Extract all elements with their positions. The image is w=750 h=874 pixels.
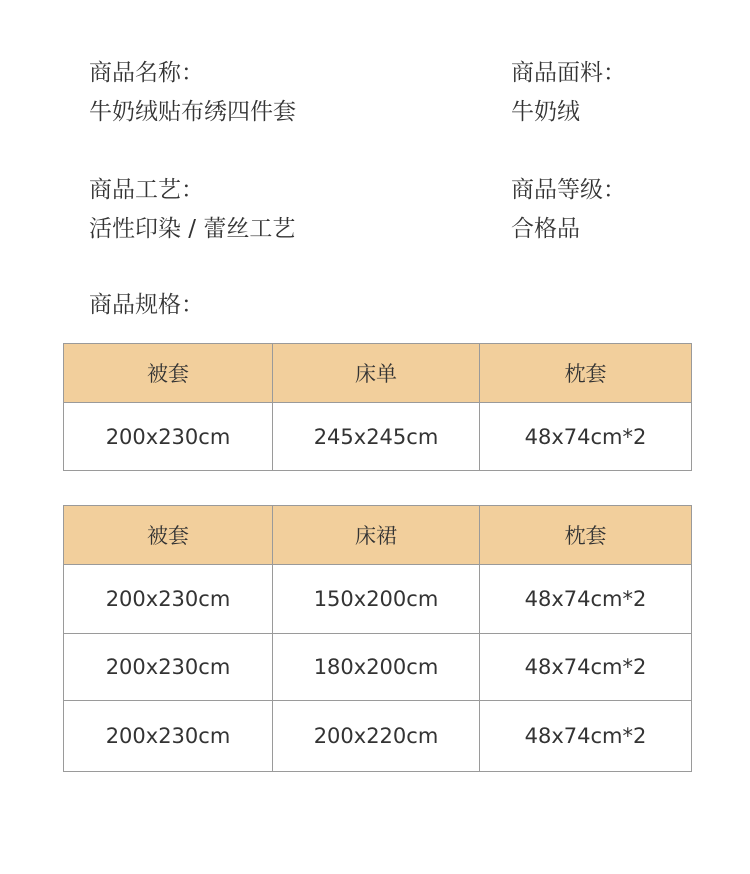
table-cell: 48x74cm*2 xyxy=(480,634,692,701)
table-header-row xyxy=(64,506,692,565)
table-cell: 48x74cm*2 xyxy=(480,701,692,772)
table-cell: 200x230cm xyxy=(64,634,273,701)
header-cell-duvet-cover: 被套 xyxy=(64,344,273,403)
product-grade-label: 商品等级： xyxy=(511,177,626,203)
product-name-label: 商品名称： xyxy=(89,60,204,86)
table-header-row xyxy=(64,344,692,403)
table-row xyxy=(64,565,692,634)
table-row xyxy=(64,634,692,701)
table-cell: 150x200cm xyxy=(273,565,480,634)
product-grade-block xyxy=(511,175,626,244)
table-cell: 48x74cm*2 xyxy=(480,565,692,634)
header-cell-pillowcase: 枕套 xyxy=(480,506,692,565)
header-cell-bedskirt: 床裙 xyxy=(273,506,480,565)
product-craft-value: 活性印染 / 蕾丝工艺 xyxy=(89,216,296,242)
product-name-block xyxy=(89,58,296,127)
product-fabric-value: 牛奶绒 xyxy=(511,99,580,125)
table-cell: 48x74cm*2 xyxy=(480,403,692,471)
product-craft-label: 商品工艺： xyxy=(89,177,204,203)
spec-table-bedsheet xyxy=(63,343,692,471)
product-spec-label: 商品规格： xyxy=(89,292,204,318)
table-cell: 200x220cm xyxy=(273,701,480,772)
table-row xyxy=(64,701,692,772)
product-grade-value: 合格品 xyxy=(511,216,580,242)
header-cell-duvet-cover: 被套 xyxy=(64,506,273,565)
product-fabric-label: 商品面料： xyxy=(511,60,626,86)
table-row xyxy=(64,403,692,471)
header-cell-pillowcase: 枕套 xyxy=(480,344,692,403)
table-cell: 200x230cm xyxy=(64,701,273,772)
table-cell: 200x230cm xyxy=(64,565,273,634)
header-cell-bedsheet: 床单 xyxy=(273,344,480,403)
spec-table-bedskirt xyxy=(63,505,692,772)
table-cell: 200x230cm xyxy=(64,403,273,471)
product-fabric-block xyxy=(511,58,626,127)
product-craft-block xyxy=(89,175,295,244)
table-cell: 180x200cm xyxy=(273,634,480,701)
table-cell: 245x245cm xyxy=(273,403,480,471)
product-name-value: 牛奶绒贴布绣四件套 xyxy=(89,99,296,125)
